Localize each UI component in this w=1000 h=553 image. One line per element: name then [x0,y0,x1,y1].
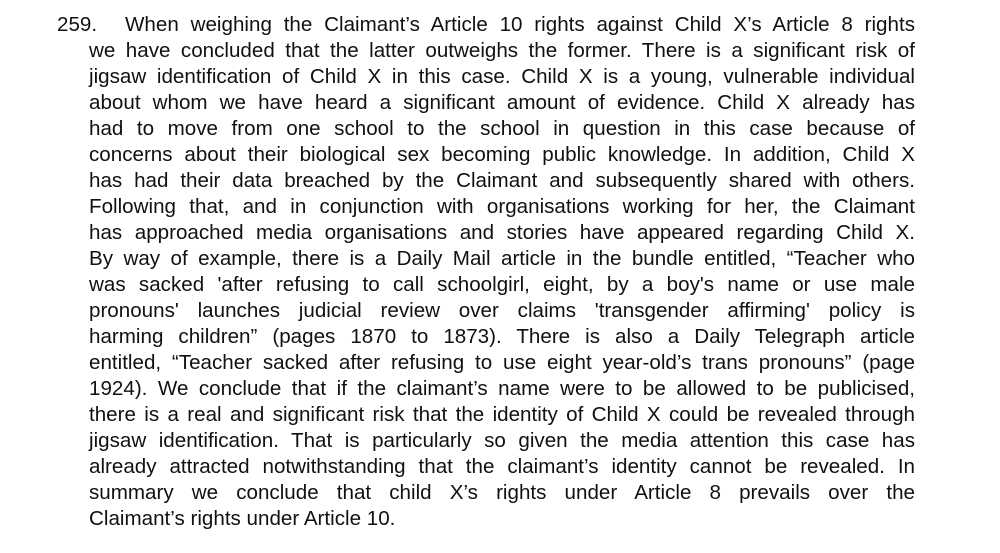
paragraph-line: harming children” (pages 1870 to 1873). There is also a Daily Telegraph article [89,325,915,348]
paragraph-line: When weighing the Claimant’s Article 10 rights against Child X’s Article 8 rights [125,13,915,36]
paragraph-line: there is a real and significant risk that the identity of Child X could be revealed through [89,403,915,426]
paragraph-line: jigsaw identification of Child X in this case. Child X is a young, vulnerable individual [89,65,915,88]
paragraph-line: jigsaw identification. That is particularly so given the media attention this case has [89,429,915,452]
paragraph-line: entitled, “Teacher sacked after refusing to use eight year-old’s trans pronouns” (page [89,351,915,374]
paragraph-line: Following that, and in conjunction with organisations working for her, the Claimant [89,195,915,218]
paragraph-line: has approached media organisations and stories have appeared regarding Child X. [89,221,915,244]
paragraph-line: we have concluded that the latter outweighs the former. There is a significant risk of [89,39,915,62]
paragraph-line: about whom we have heard a significant amount of evidence. Child X already has [89,91,915,114]
paragraph-line: summary we conclude that child X’s rights under Article 8 prevails over the [89,481,915,504]
paragraph-line: had to move from one school to the school in question in this case because of [89,117,915,140]
paragraph-line: already attracted notwithstanding that the claimant’s identity cannot be revealed. In [89,455,915,478]
paragraph-line: 1924). We conclude that if the claimant’s name were to be allowed to be publicised, [89,377,915,400]
paragraph-text [89,12,915,532]
paragraph-line: pronouns' launches judicial review over claims 'transgender affirming' policy is [89,299,915,322]
paragraph-line: has had their data breached by the Claimant and subsequently shared with others. [89,169,915,192]
paragraph-line: By way of example, there is a Daily Mail article in the bundle entitled, “Teacher who [89,247,915,270]
paragraph-number: 259. [57,13,98,36]
paragraph-line: was sacked 'after refusing to call schoolgirl, eight, by a boy's name or use male [89,273,915,296]
paragraph-line: Claimant’s rights under Article 10. [89,507,396,530]
paragraph-line: concerns about their biological sex becoming public knowledge. In addition, Child X [89,143,915,166]
